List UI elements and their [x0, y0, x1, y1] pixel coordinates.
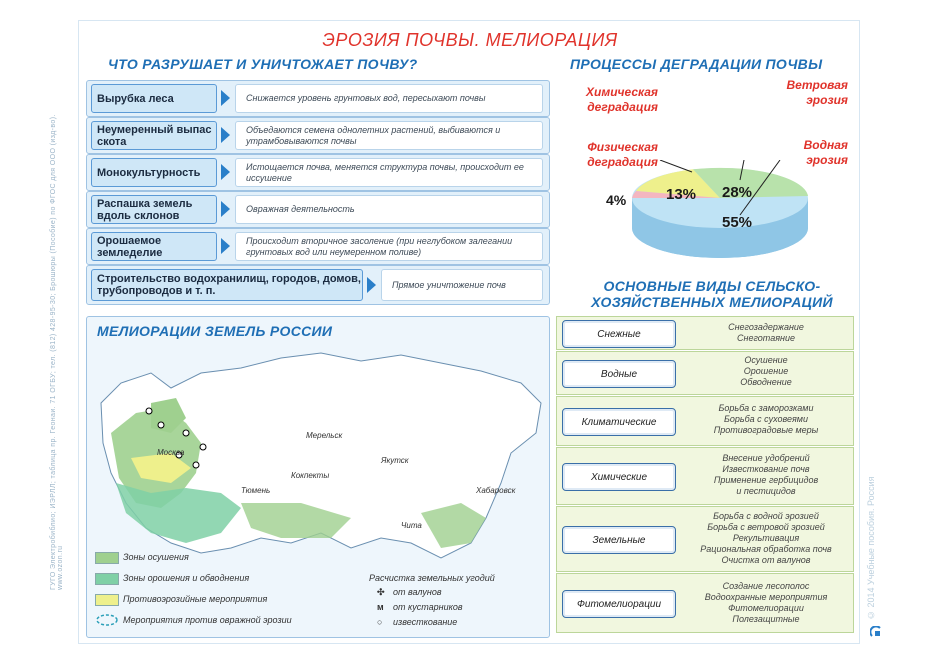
legend-label: Противоэрозийные мероприятия — [123, 594, 268, 604]
clearing-label: от валунов — [393, 587, 442, 597]
melioration-row-chemical — [556, 447, 854, 505]
map-label-khabarovsk: Хабаровск — [476, 486, 516, 495]
effect-text: Происходит вторичное засоление (при неглубоком залегании грунтовых вод или неумеренном поливе) — [235, 232, 543, 261]
cause-label: Орошаемое земледелие — [91, 232, 217, 261]
liming-icon: ○ — [377, 617, 383, 627]
legend-label: Зоны осушения — [123, 552, 189, 562]
label-water: Водная эрозия — [803, 138, 848, 167]
effect-text: Снижается уровень грунтовых вод, пересыхают почвы — [235, 84, 543, 113]
melioration-row-climate — [556, 396, 854, 446]
label-physical: Физическая деградация — [587, 140, 658, 169]
arrow-right-icon — [367, 277, 376, 293]
map-label-moscow: Москва — [157, 448, 185, 457]
melioration-items: Создание лесополос Водоохранные мероприятия Фитомелиорации Полезащитные — [704, 581, 828, 624]
label-wind: Ветровая эрозия — [786, 78, 848, 107]
side-imprint-left: ГУГО Электробиблио; ИЭРЛЛ; таблица пр. Геонаи. 71 ОГБУ; тел. (812) 428-95-30; Брошюры (Пособие) по ФГОС для ООО (изд-во). www.ozon.ru — [50, 114, 64, 590]
clearing-label: от кустарников — [393, 602, 463, 612]
shrub-icon: м — [377, 602, 384, 612]
melioration-items: Внесение удобрений Известкование почв Применение гербицидов и пестицидов — [713, 453, 819, 496]
cause-label: Неумеренный выпас скота — [91, 121, 217, 150]
melioration-items: Осушение Орошение Обводнение — [740, 355, 792, 387]
cause-label: Монокультурность — [91, 158, 217, 187]
russia-map — [91, 343, 545, 573]
melioration-items: Снегозадержание Снеготаяние — [728, 322, 804, 343]
clearing-label: известкование — [393, 617, 458, 627]
map-label-tyumen: Тюмень — [241, 486, 271, 495]
map-label-kokpekty: Кокпекты — [291, 471, 330, 480]
pct-28: 28% — [722, 184, 753, 201]
legend-swatch-irrigation — [95, 573, 119, 585]
degradation-heading: ПРОЦЕССЫ ДЕГРАДАЦИИ ПОЧВЫ — [570, 56, 823, 72]
effect-text: Объедаются семена однолетних растений, выбиваются и утрамбовываются почвы — [235, 121, 543, 150]
boulder-icon: ✣ — [377, 587, 385, 597]
melioration-items: Борьба с водной эрозией Борьба с ветровой эрозией Рекультивация Рациональная обработка почв Очистка от валунов — [700, 511, 832, 565]
legend-label: Зоны орошения и обводнения — [123, 573, 250, 583]
melioration-row-water — [556, 351, 854, 395]
map-label-yakutsk: Якутск — [381, 456, 409, 465]
arrow-right-icon — [221, 201, 230, 217]
map-label-merelsk: Мерельск — [306, 431, 343, 440]
legend-swatch-antierosion — [95, 594, 119, 606]
map-label-chita: Чита — [401, 521, 422, 530]
melioration-heading-2: ХОЗЯЙСТВЕННЫХ МЕЛИОРАЦИЙ — [591, 294, 833, 310]
map-panel — [86, 316, 550, 638]
effect-text: Овражная деятельность — [235, 195, 543, 224]
destroy-row — [86, 191, 550, 228]
pct-55: 55% — [722, 214, 753, 231]
destroy-row — [86, 154, 550, 191]
map-heading: МЕЛИОРАЦИИ ЗЕМЕЛЬ РОССИИ — [97, 323, 333, 339]
melioration-items: Борьба с заморозками Борьба с суховеями Противоградовые меры — [713, 403, 819, 435]
pct-13: 13% — [666, 186, 697, 203]
arrow-right-icon — [221, 90, 230, 106]
legend-label: Мероприятия против овражной эрозии — [123, 615, 292, 625]
arrow-right-icon — [221, 164, 230, 180]
destroy-heading: ЧТО РАЗРУШАЕТ И УНИЧТОЖАЕТ ПОЧВУ? — [108, 56, 418, 72]
arrow-right-icon — [221, 238, 230, 254]
melioration-type: Водные — [562, 360, 676, 388]
destroy-row — [86, 228, 550, 265]
melioration-type: Химические — [562, 463, 676, 491]
effect-text: Истощается почва, меняется структура почвы, происходит ее иссушение — [235, 158, 543, 187]
side-imprint-right: © 2014 Учебные пособия. Россия — [866, 476, 876, 620]
page-title: ЭРОЗИЯ ПОЧВЫ. МЕЛИОРАЦИЯ — [322, 30, 618, 50]
melioration-type: Климатические — [562, 408, 676, 436]
destroy-row — [86, 265, 550, 305]
melioration-row-snow — [556, 316, 854, 350]
publisher-logo-icon — [870, 626, 882, 638]
destroy-row — [86, 117, 550, 154]
pct-4: 4% — [606, 192, 627, 208]
destroy-row — [86, 80, 550, 117]
cause-label: Вырубка леса — [91, 84, 217, 113]
melioration-type: Фитомелиорации — [562, 590, 676, 618]
label-chemical: Химическая деградация — [586, 85, 658, 114]
clearing-title: Расчистка земельных угодий — [369, 573, 495, 583]
degradation-pie — [600, 160, 840, 270]
cause-label: Распашка земель вдоль склонов — [91, 195, 217, 224]
legend-swatch-drainage — [95, 552, 119, 564]
melioration-row-land — [556, 506, 854, 572]
melioration-heading-1: ОСНОВНЫЕ ВИДЫ СЕЛЬСКО- — [603, 278, 821, 294]
melioration-type: Земельные — [562, 526, 676, 554]
melioration-type: Снежные — [562, 320, 676, 348]
cause-label: Строительство водохранилищ, городов, домов, трубопроводов и т. п. — [91, 269, 363, 301]
ravine-erosion-icon — [95, 613, 119, 627]
effect-text: Прямое уничтожение почв — [381, 269, 543, 301]
arrow-right-icon — [221, 127, 230, 143]
melioration-row-phyto — [556, 573, 854, 633]
